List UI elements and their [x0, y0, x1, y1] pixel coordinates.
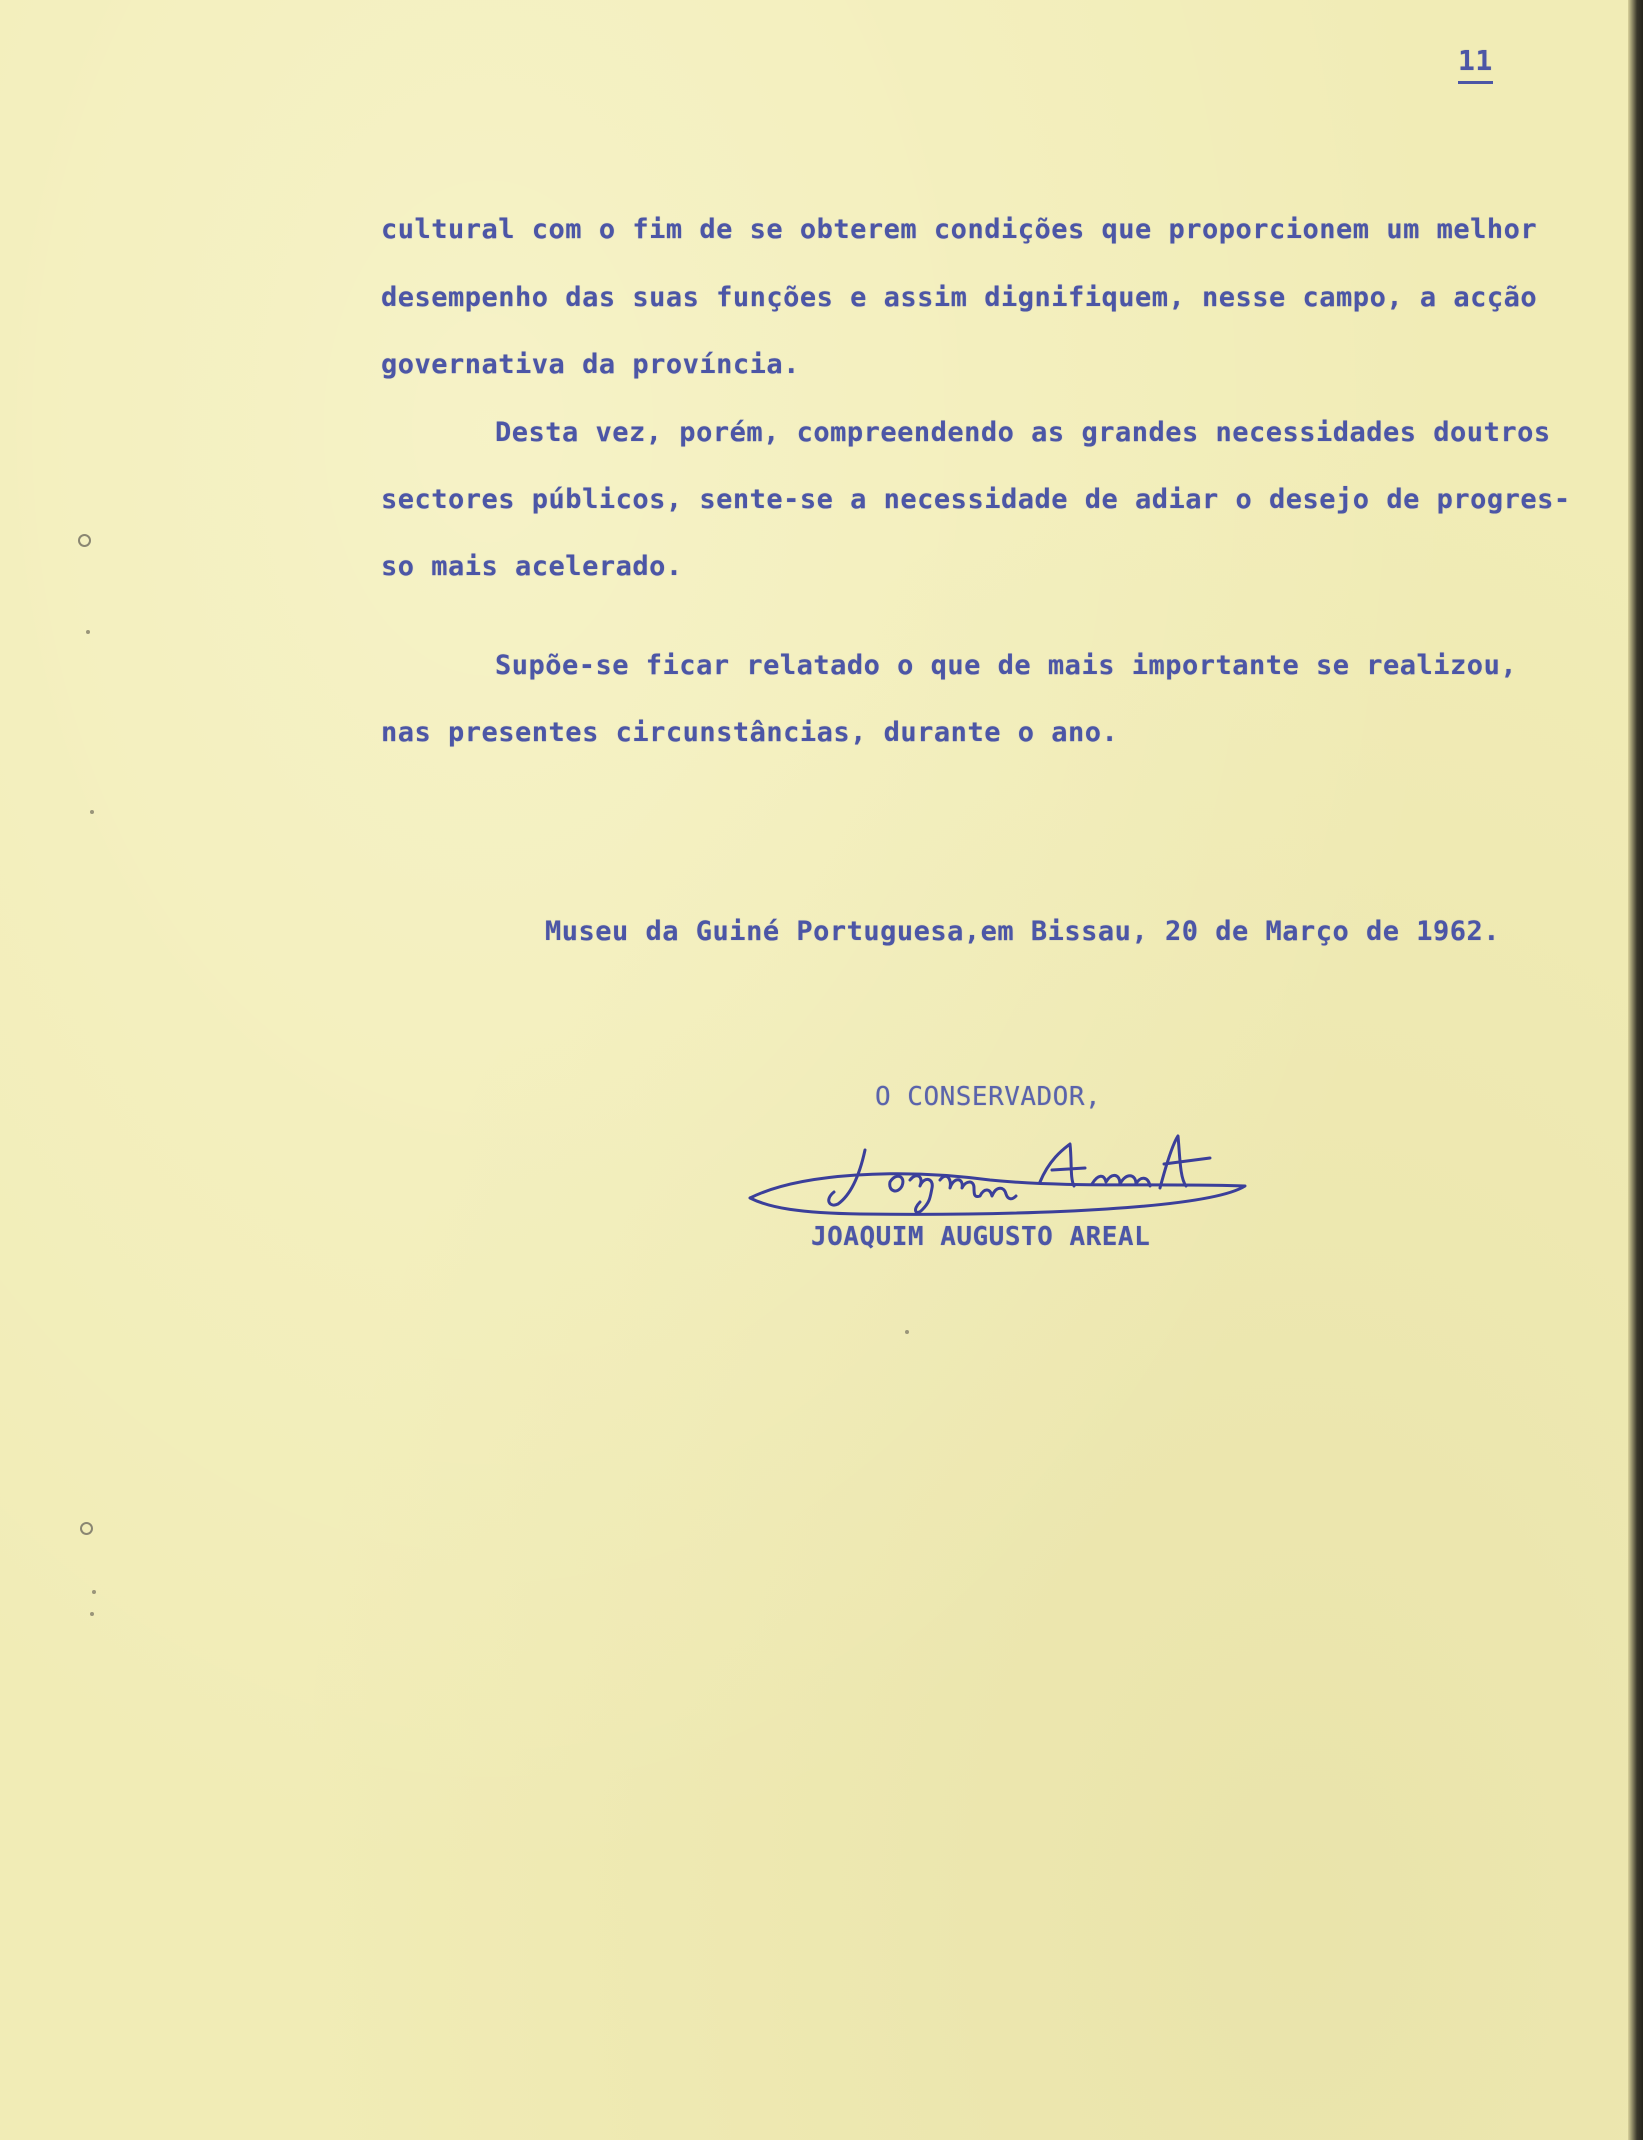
handwritten-signature [740, 1128, 1260, 1228]
paragraph-1-line-3: governativa da província. [381, 349, 800, 380]
signoff-title: O CONSERVADOR, [875, 1082, 1102, 1112]
paragraph-3-line-1: Supõe-se ficar relatado o que de mais importante se realizou, [495, 650, 1518, 681]
punch-hole-mark-bottom [80, 1522, 93, 1535]
place-and-date: Museu da Guiné Portuguesa,em Bissau, 20 de Março de 1962. [545, 916, 1501, 947]
paper-speck [905, 1330, 909, 1334]
scan-edge [1628, 0, 1643, 2140]
punch-hole-mark-top [78, 534, 91, 547]
paragraph-2-line-1: Desta vez, porém, compreendendo as grandes necessidades doutros [495, 417, 1551, 448]
paper-speck [92, 1590, 96, 1594]
paragraph-1-line-2: desempenho das suas funções e assim dignifiquem, nesse campo, a acção [381, 282, 1538, 313]
paragraph-3-line-2: nas presentes circunstâncias, durante o ano. [381, 717, 1119, 748]
page-number: 11 [1458, 44, 1493, 84]
paper-speck [90, 1612, 94, 1616]
paragraph-2-line-2: sectores públicos, sente-se a necessidade de adiar o desejo de progres- [381, 484, 1571, 515]
paragraph-2-line-3: so mais acelerado. [381, 551, 683, 582]
paper-speck [86, 630, 90, 634]
signatory-name: JOAQUIM AUGUSTO AREAL [811, 1222, 1151, 1252]
paragraph-1-line-1: cultural com o fim de se obterem condições que proporcionem um melhor [381, 214, 1538, 245]
paper-speck [90, 810, 94, 814]
